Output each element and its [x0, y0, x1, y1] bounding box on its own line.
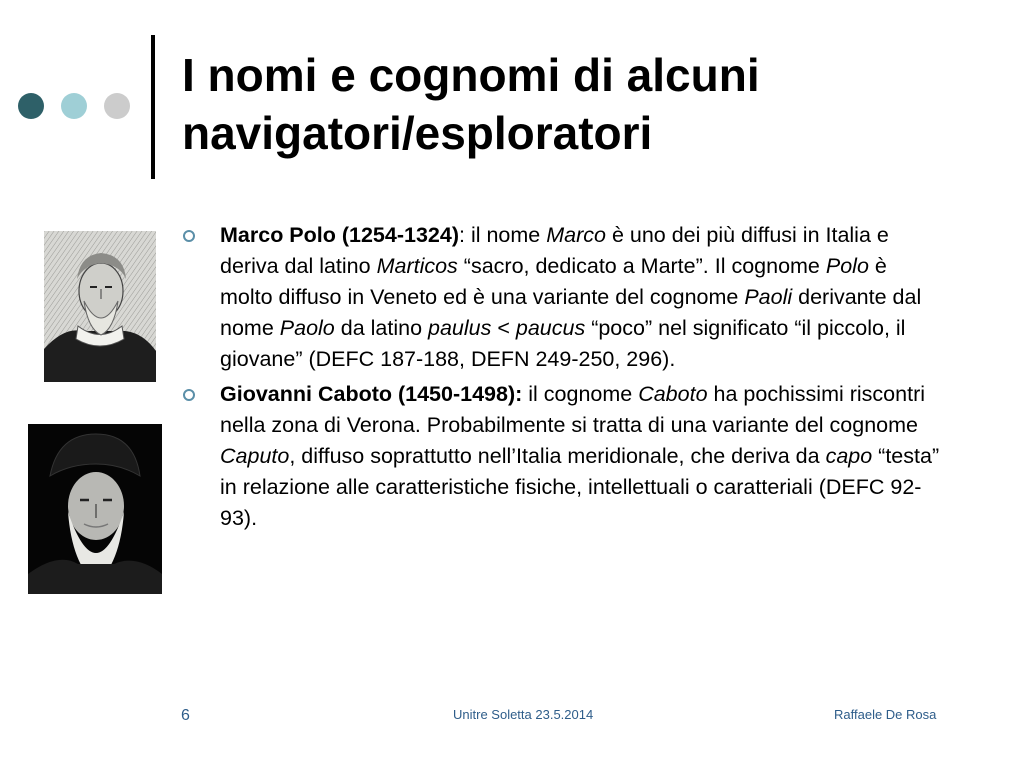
- decorative-dots: [18, 93, 130, 119]
- dot-dark: [18, 93, 44, 119]
- page-number: 6: [181, 707, 190, 724]
- bullet-text: Giovanni Caboto (1450-1498): il cognome Caboto ha pochissimi riscontri nella zona di Verona. Probabilmente si tratta di una variante del cognome Caputo, diffuso soprattutto nell’Italia meridionale, che deriva da capo “testa” in relazione alle caratteristiche fisiche, intellettuali o caratteriali (DEFC 92-93).: [220, 382, 940, 530]
- bullet-marker-icon: [183, 230, 195, 242]
- dot-gray: [104, 93, 130, 119]
- dot-light-teal: [61, 93, 87, 119]
- portrait-giovanni-caboto-icon: [28, 424, 162, 594]
- bullet-marker-icon: [183, 389, 195, 401]
- bullet-marco-polo: [182, 220, 942, 375]
- bullet-list: [182, 220, 942, 538]
- title-divider: [151, 35, 155, 179]
- footer-author: Raffaele De Rosa: [834, 707, 937, 722]
- footer-center-text: Unitre Soletta 23.5.2014: [453, 707, 594, 722]
- portrait-marco-polo-icon: [44, 231, 156, 382]
- slide-title: I nomi e cognomi di alcuni navigatori/esploratori: [182, 49, 760, 159]
- bullet-giovanni-caboto: [182, 379, 942, 534]
- bullet-text: Marco Polo (1254-1324): il nome Marco è uno dei più diffusi in Italia e deriva dal latino Marticos “sacro, dedicato a Marte”. Il cognome Polo è molto diffuso in Veneto ed è una variante del cognome Paoli derivante dal nome Paolo da latino paulus < paucus “poco” nel significato “il piccolo, il giovane” (DEFC 187-188, DEFN 249-250, 296).: [220, 223, 922, 371]
